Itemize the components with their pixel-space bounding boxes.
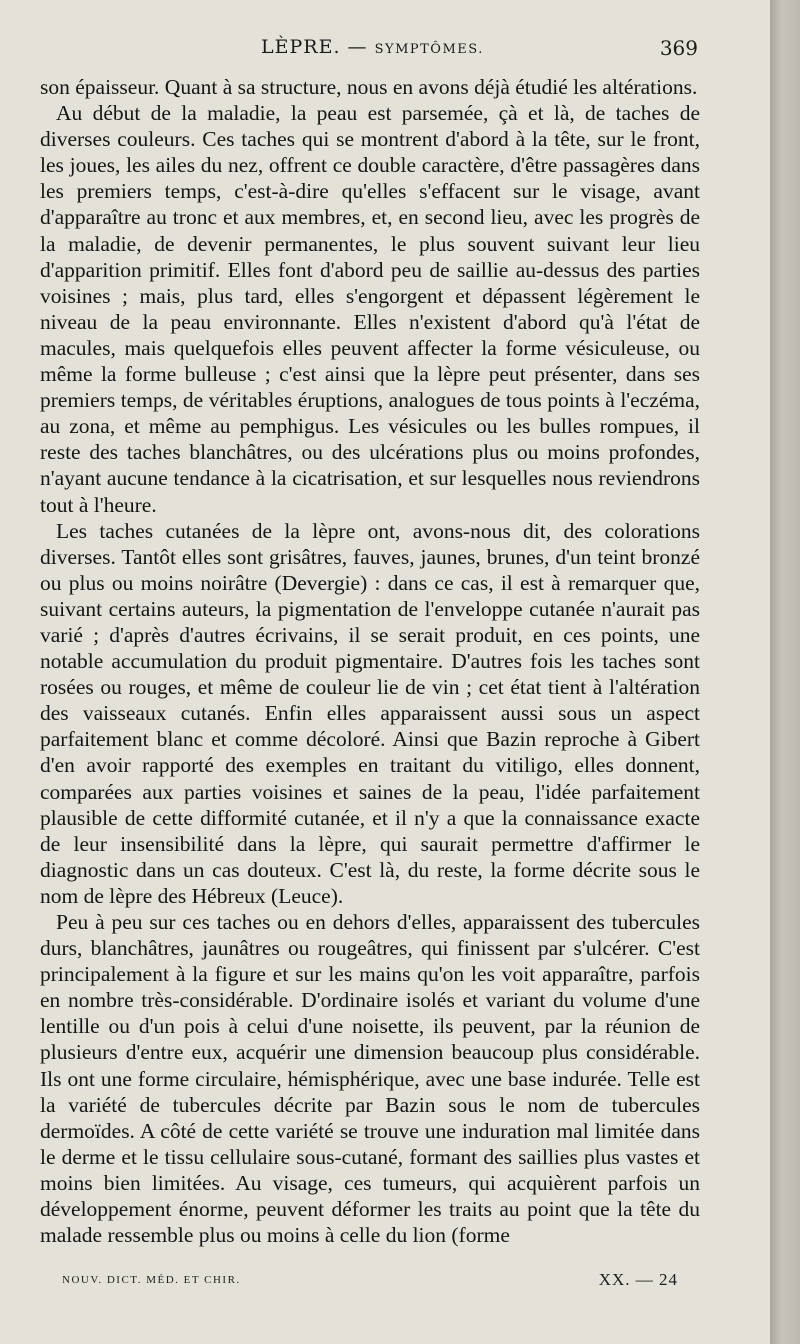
running-header [56,36,700,62]
page-footer [62,1270,702,1290]
title-separator: — [340,36,375,58]
paragraph-4: Peu à peu sur ces taches ou en dehors d'elles, apparaissent des tubercules durs, blanchâtres, jaunâtres ou rougeâtres, qui finissent par s'ulcérer. C'est principalement à la figure et sur les mains qu'on les voit apparaître, parfois en nombre très-considérable. D'ordinaire isolés et variant du volume d'une lentille ou d'un pois à celui d'une noisette, ils peuvent, par la réunion de plusieurs d'entre eux, acquérir une dimension beaucoup plus considérable. Ils ont une forme circulaire, hémisphérique, avec une base indurée. Telle est la variété de tubercules décrite par Bazin sous le nom de tubercules dermoïdes. A côté de cette variété se trouve une induration mal limitée dans le derme et le tissu cellulaire sous-cutané, formant des saillies plus vastes et moins bien limitées. Au visage, ces tumeurs, qui acquièrent parfois un développement énorme, peuvent déformer les traits au point que la tête du malade ressemble plus ou moins à celle du lion (forme [40,910,700,1248]
title-main: LÈPRE. [261,36,341,58]
body-text [40,74,700,1248]
page-number: 369 [659,36,698,60]
paragraph-1: son épaisseur. Quant à sa structure, nous en avons déjà étudié les altérations. [40,75,698,99]
page-gutter [770,0,800,1344]
paragraph-3: Les taches cutanées de la lèpre ont, avons-nous dit, des colorations diverses. Tantôt elles sont grisâtres, fauves, jaunes, brunes, d'un teint bronzé ou plus ou moins noirâtre (Devergie) : dans ce cas, il est à remarquer que, suivant certains auteurs, la pigmentation de l'enveloppe cutanée n'aurait pas varié ; d'après d'autres écrivains, il se serait produit, en ces points, une notable accumulation du produit pigmentaire. D'autres fois les taches sont rosées ou rouges, et même de couleur lie de vin ; cet état tient à l'altération des vaisseaux cutanés. Enfin elles apparaissent aussi sous un aspect parfaitement blanc et comme décoloré. Ainsi que Bazin reproche à Gibert d'en avoir rapporté des exemples en traitant du vitiligo, elles donnent, comparées aux parties voisines et saines de la peau, l'idée parfaitement plausible de cette difformité cutanée, et il n'y a que la connaissance exacte de leur insensibilité dans la lèpre, qui saurait permettre d'affirmer le diagnostic dans un cas douteux. C'est là, du reste, la forme décrite sous le nom de lèpre des Hébreux (Leuce). [40,518,700,908]
volume-signature: XX. — 24 [598,1270,678,1289]
title-section: SYMPTÔMES. [374,42,484,57]
running-title [261,36,484,58]
paragraph-2: Au début de la maladie, la peau est parsemée, çà et là, de taches de diverses couleurs. Ces taches qui se montrent d'abord à la tête, sur le front, les joues, les ailes du nez, offrent ce double caractère, d'être passagères dans les premiers temps, c'est-à-dire qu'elles s'effacent sur le visage, avant d'apparaître au tronc et aux membres, et, en second lieu, avec les progrès de la maladie, de devenir permanentes, le plus souvent suivant leur lieu d'apparition primitif. Elles font d'abord peu de saillie au-dessus des parties voisines ; mais, plus tard, elles s'engorgent et dépassent légèrement le niveau de la peau environnante. Elles n'existent d'abord qu'à l'état de macules, mais quelquefois elles peuvent affecter la forme vésiculeuse, ou même la forme bulleuse ; c'est ainsi que la lèpre peut présenter, dans ses premiers temps, de véritables éruptions, analogues de tous points à l'eczéma, au zona, et même au pemphigus. Les vésicules ou les bulles rompues, il reste des taches blanchâtres, ou des ulcérations plus ou moins profondes, n'ayant aucune tendance à la cicatrisation, et sur lesquelles nous reviendrons tout à l'heure. [40,101,700,517]
signature-line: NOUV. DICT. MÉD. ET CHIR. [62,1274,241,1286]
